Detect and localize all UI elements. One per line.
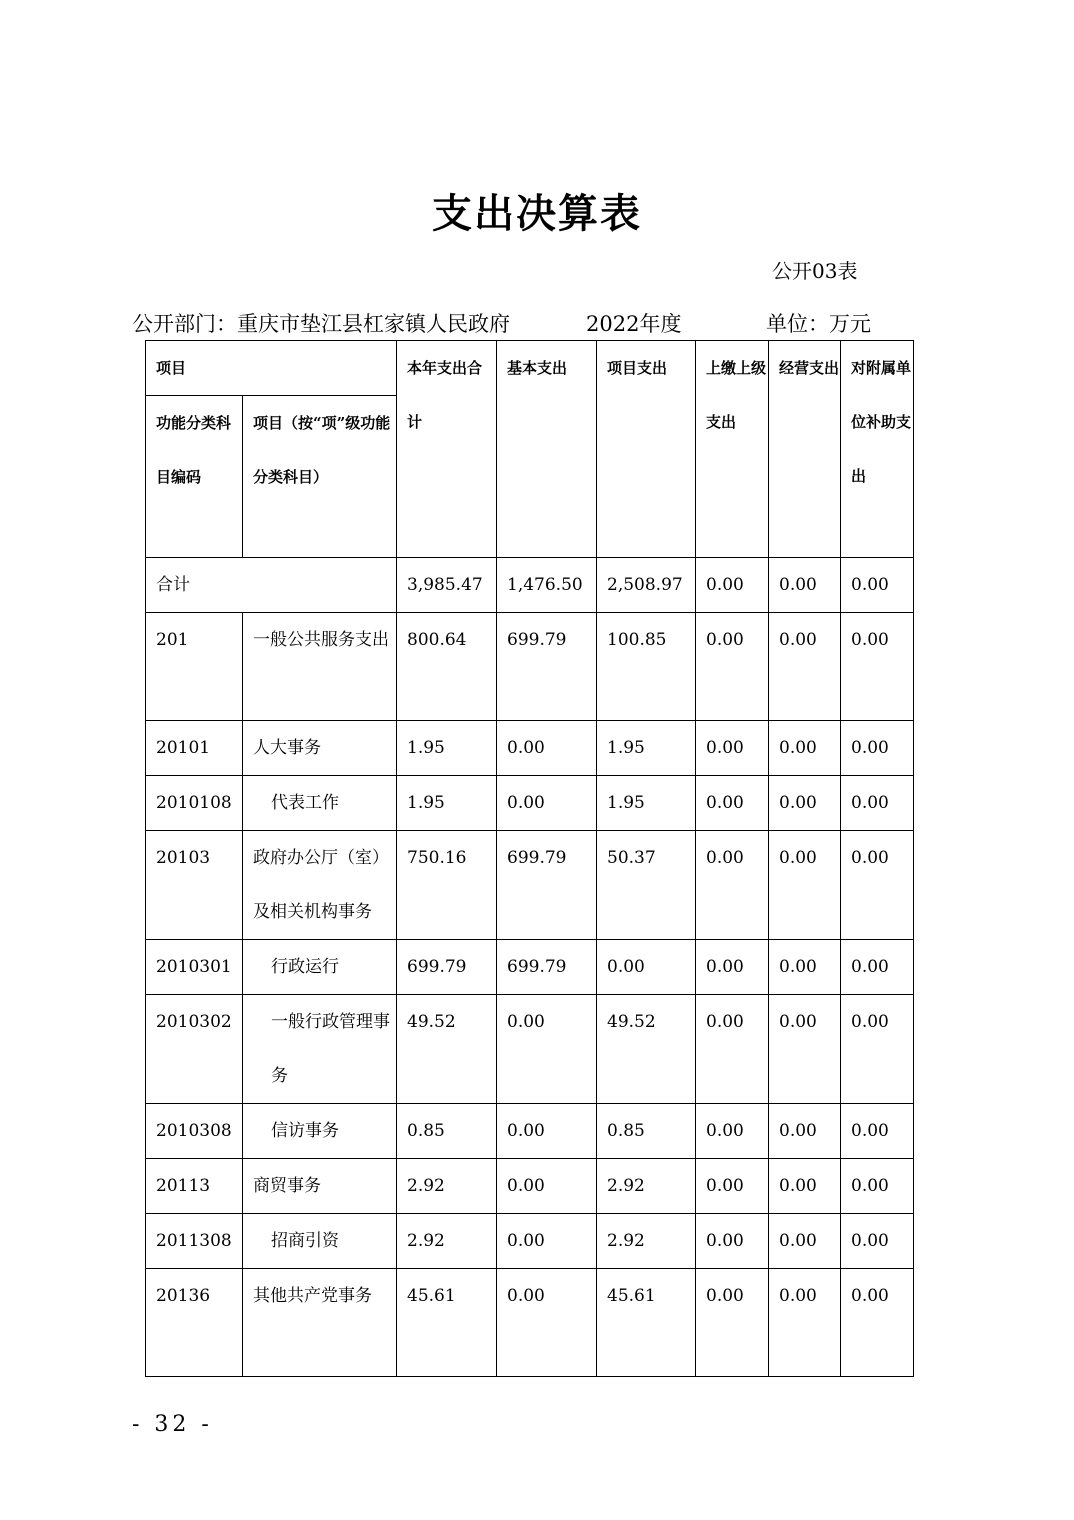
page-number: - 32 - [132, 1412, 213, 1437]
table-row [146, 721, 914, 776]
cell-name: 商贸事务 [243, 1159, 397, 1214]
cell-name: 人大事务 [243, 721, 397, 776]
cell-project: 1.95 [597, 721, 696, 776]
cell-subsidy: 0.00 [841, 1159, 914, 1214]
cell-basic: 0.00 [497, 995, 597, 1104]
cell-name: 代表工作 [243, 776, 397, 831]
table-row [146, 831, 914, 940]
cell-total: 1.95 [397, 721, 497, 776]
cell-code: 20113 [146, 1159, 243, 1214]
cell-basic: 0.00 [497, 721, 597, 776]
cell-upper: 0.00 [696, 1214, 769, 1269]
unit-label: 单位：万元 [766, 312, 871, 336]
cell-name: 其他共产党事务 [243, 1269, 397, 1377]
cell-code: 2011308 [146, 1214, 243, 1269]
header-item: 项目 [146, 341, 397, 396]
header-total: 本年支出合计 [397, 341, 497, 558]
cell-total: 0.85 [397, 1104, 497, 1159]
cell-business: 0.00 [769, 613, 841, 721]
table-row [146, 613, 914, 721]
cell-subsidy: 0.00 [841, 613, 914, 721]
total-upper: 0.00 [696, 558, 769, 613]
table-row [146, 1104, 914, 1159]
table-row [146, 1159, 914, 1214]
cell-total: 45.61 [397, 1269, 497, 1377]
cell-subsidy: 0.00 [841, 1214, 914, 1269]
cell-subsidy: 0.00 [841, 721, 914, 776]
cell-subsidy: 0.00 [841, 995, 914, 1104]
cell-upper: 0.00 [696, 995, 769, 1104]
cell-total: 1.95 [397, 776, 497, 831]
cell-total: 49.52 [397, 995, 497, 1104]
cell-upper: 0.00 [696, 613, 769, 721]
cell-upper: 0.00 [696, 721, 769, 776]
header-business: 经营支出 [769, 341, 841, 558]
total-total: 3,985.47 [397, 558, 497, 613]
cell-basic: 699.79 [497, 940, 597, 995]
cell-business: 0.00 [769, 940, 841, 995]
total-basic: 1,476.50 [497, 558, 597, 613]
cell-total: 699.79 [397, 940, 497, 995]
total-business: 0.00 [769, 558, 841, 613]
cell-basic: 0.00 [497, 1269, 597, 1377]
cell-project: 100.85 [597, 613, 696, 721]
cell-upper: 0.00 [696, 1159, 769, 1214]
cell-code: 20101 [146, 721, 243, 776]
header-name: 项目（按“项”级功能分类科目） [243, 396, 397, 558]
cell-upper: 0.00 [696, 940, 769, 995]
cell-total: 800.64 [397, 613, 497, 721]
cell-basic: 699.79 [497, 613, 597, 721]
table-row [146, 1269, 914, 1377]
cell-total: 2.92 [397, 1214, 497, 1269]
table-row [146, 776, 914, 831]
cell-business: 0.00 [769, 831, 841, 940]
department-label: 公开部门：重庆市垫江县杠家镇人民政府 [132, 312, 510, 336]
cell-code: 20103 [146, 831, 243, 940]
header-upper: 上缴上级支出 [696, 341, 769, 558]
header-project: 项目支出 [597, 341, 696, 558]
cell-name: 政府办公厅（室）及相关机构事务 [243, 831, 397, 940]
cell-business: 0.00 [769, 1269, 841, 1377]
cell-business: 0.00 [769, 1104, 841, 1159]
total-project: 2,508.97 [597, 558, 696, 613]
total-subsidy: 0.00 [841, 558, 914, 613]
cell-code: 2010308 [146, 1104, 243, 1159]
cell-project: 2.92 [597, 1214, 696, 1269]
cell-upper: 0.00 [696, 831, 769, 940]
cell-business: 0.00 [769, 1159, 841, 1214]
cell-project: 50.37 [597, 831, 696, 940]
cell-basic: 0.00 [497, 1104, 597, 1159]
cell-upper: 0.00 [696, 1269, 769, 1377]
cell-basic: 699.79 [497, 831, 597, 940]
cell-name: 一般行政管理事务 [243, 995, 397, 1104]
table-row [146, 940, 914, 995]
header-basic: 基本支出 [497, 341, 597, 558]
cell-subsidy: 0.00 [841, 1269, 914, 1377]
cell-code: 2010108 [146, 776, 243, 831]
cell-project: 45.61 [597, 1269, 696, 1377]
cell-project: 49.52 [597, 995, 696, 1104]
year-label: 2022年度 [586, 312, 682, 336]
table-number: 公开03表 [772, 259, 858, 283]
cell-code: 20136 [146, 1269, 243, 1377]
cell-name: 招商引资 [243, 1214, 397, 1269]
cell-code: 201 [146, 613, 243, 721]
cell-subsidy: 0.00 [841, 940, 914, 995]
page-title: 支出决算表 [432, 190, 642, 237]
cell-subsidy: 0.00 [841, 831, 914, 940]
header-subsidy: 对附属单位补助支出 [841, 341, 914, 558]
cell-basic: 0.00 [497, 776, 597, 831]
cell-business: 0.00 [769, 721, 841, 776]
cell-name: 行政运行 [243, 940, 397, 995]
cell-code: 2010301 [146, 940, 243, 995]
expenditure-table [145, 340, 914, 1377]
cell-project: 1.95 [597, 776, 696, 831]
cell-upper: 0.00 [696, 776, 769, 831]
cell-code: 2010302 [146, 995, 243, 1104]
cell-subsidy: 0.00 [841, 1104, 914, 1159]
cell-business: 0.00 [769, 776, 841, 831]
cell-basic: 0.00 [497, 1159, 597, 1214]
cell-business: 0.00 [769, 1214, 841, 1269]
table-row [146, 1214, 914, 1269]
cell-project: 0.00 [597, 940, 696, 995]
cell-project: 0.85 [597, 1104, 696, 1159]
cell-total: 2.92 [397, 1159, 497, 1214]
total-row [146, 558, 914, 613]
header-code: 功能分类科目编码 [146, 396, 243, 558]
cell-project: 2.92 [597, 1159, 696, 1214]
cell-name: 一般公共服务支出 [243, 613, 397, 721]
cell-subsidy: 0.00 [841, 776, 914, 831]
table-row [146, 995, 914, 1104]
cell-business: 0.00 [769, 995, 841, 1104]
cell-total: 750.16 [397, 831, 497, 940]
cell-basic: 0.00 [497, 1214, 597, 1269]
cell-name: 信访事务 [243, 1104, 397, 1159]
total-label: 合计 [146, 558, 397, 613]
cell-upper: 0.00 [696, 1104, 769, 1159]
